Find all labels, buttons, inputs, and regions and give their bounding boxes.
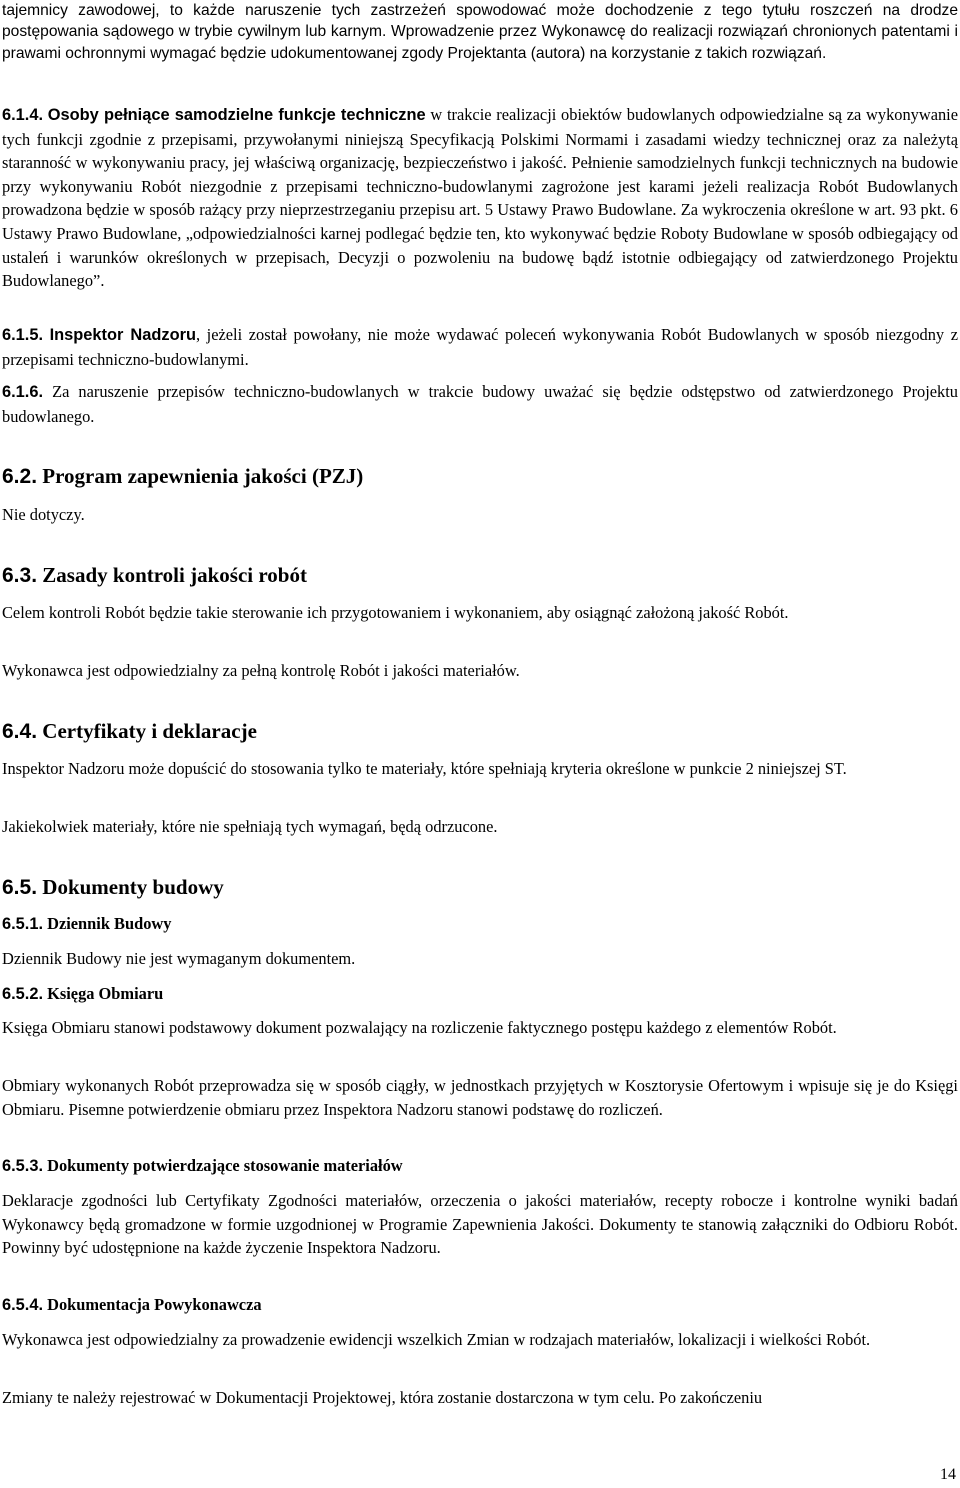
section-lead: Inspektor Nadzoru	[49, 326, 196, 344]
heading-title: Dziennik Budowy	[43, 914, 172, 933]
paragraph-text: Obmiary wykonanych Robót przeprowadza się w sposób ciągły, w jednostkach przyjętych w Kosztorysie Ofertowym i wpisuje się je do Księgi Obmiaru. Pisemne potwierdzenie obmiaru przez Inspektora Nadzoru stanowi podstawę do rozliczeń.	[2, 1076, 958, 1119]
paragraph-text: Nie dotyczy.	[2, 505, 85, 524]
heading-6-2	[2, 463, 958, 490]
section-text: Za naruszenie przepisów techniczno-budowlanych w trakcie budowy uważać się będzie odstępstwo od zatwierdzonego Projektu budowlanego.	[2, 382, 958, 426]
section-6-1-5	[2, 323, 958, 371]
paragraph-6-4-b	[2, 815, 958, 839]
heading-6-5-2	[2, 983, 958, 1005]
section-number: 6.1.6.	[2, 383, 44, 401]
paragraph-6-5-2-a	[2, 1016, 958, 1040]
paragraph-text: Jakiekolwiek materiały, które nie spełniają tych wymagań, będą odrzucone.	[2, 817, 498, 836]
heading-6-5-4	[2, 1294, 958, 1316]
paragraph-text: Inspektor Nadzoru może dopuścić do stosowania tylko te materiały, które spełniają kryteria określone w punkcie 2 niniejszej ST.	[2, 759, 847, 778]
paragraph-6-5-2-b	[2, 1074, 958, 1121]
section-lead: Osoby pełniące samodzielne funkcje techniczne	[47, 106, 426, 124]
section-6-1-6	[2, 380, 958, 428]
paragraph-text: Dziennik Budowy nie jest wymaganym dokumentem.	[2, 949, 356, 968]
paragraph-text: Wykonawca jest odpowiedzialny za prowadzenie ewidencji wszelkich Zmian w rodzajach materiałów, lokalizacji i wielkości Robót.	[2, 1330, 871, 1349]
heading-number: 6.5.1.	[2, 915, 44, 933]
section-text: w trakcie realizacji obiektów budowlanych odpowiedzialne są za wykonywanie tych funkcji zgodnie z przepisami, przywołanymi niniejszą Specyfikacją Polskimi Normami i zasadami wiedzy technicznej oraz za należytą staranność w wykonywaniu pracy, jej właściwą organizację, bezpieczeństwo i jakość. Pełnienie samodzielnych funkcji technicznych na budowie przy wykonywaniu Robót niezgodnie z przepisami techniczno-budowlanymi zagrożone jest karami jeżeli realizacja Robót Budowlanych prowadzona będzie w sposób rażący przy nieprzestrzeganiu przepisu art. 5 Ustawy Prawo Budowlane. Za wykroczenia określone w art. 93 pkt. 6 Ustawy Prawo Budowlane, „odpowiedzialności karnej podlegać będzie ten, kto wykonywać będzie Roboty Budowlane w sposób odbiegający od ustaleń i warunków określonych w przepisach, Decyzji o pozwoleniu na budowę bądź istotnie odbiegający od zatwierdzonego Projektu Budowlanego”.	[2, 105, 958, 291]
heading-6-5	[2, 874, 958, 901]
paragraph-6-4-a	[2, 757, 958, 781]
paragraph-intellectual-property	[2, 0, 958, 64]
heading-title: Certyfikaty i deklaracje	[37, 719, 257, 743]
section-number: 6.1.5.	[2, 326, 44, 344]
section-number: 6.1.4.	[2, 106, 44, 124]
section-text: , jeżeli został powołany, nie może wydawać poleceń wykonywania Robót Budowlanych w sposób niezgodny z przepisami techniczno-budowlanymi.	[2, 325, 958, 369]
paragraph-6-5-3	[2, 1189, 958, 1260]
page-number: 14	[940, 1466, 956, 1483]
heading-title: Księga Obmiaru	[43, 984, 164, 1003]
heading-number: 6.3.	[2, 564, 38, 587]
heading-title: Dokumenty budowy	[37, 875, 224, 899]
paragraph-6-5-4-a	[2, 1328, 958, 1352]
paragraph-text: tajemnicy zawodowej, to każde naruszenie tych zastrzeżeń spowodować może dochodzenie z tego tytułu roszczeń na drodze postępowania sądowego w trybie cywilnym lub karnym. Wprowadzenie przez Wykonawcę do realizacji rozwiązań chronionych patentami i prawami ochronnymi wymagać będzie udokumentowanej zgody Projektanta (autora) na korzystanie z takich rozwiązań.	[2, 2, 958, 62]
heading-title: Program zapewnienia jakości (PZJ)	[37, 464, 364, 488]
heading-number: 6.2.	[2, 465, 38, 488]
heading-number: 6.4.	[2, 720, 38, 743]
heading-title: Dokumenty potwierdzające stosowanie materiałów	[43, 1156, 403, 1175]
heading-title: Zasady kontroli jakości robót	[37, 563, 307, 587]
paragraph-6-3-b	[2, 659, 958, 683]
heading-number: 6.5.2.	[2, 985, 44, 1003]
heading-6-5-1	[2, 913, 958, 935]
paragraph-6-5-1	[2, 947, 958, 971]
heading-number: 6.5.3.	[2, 1157, 44, 1175]
heading-number: 6.5.4.	[2, 1296, 44, 1314]
paragraph-6-3-a	[2, 601, 958, 625]
paragraph-6-5-4-b	[2, 1386, 958, 1410]
paragraph-text: Deklaracje zgodności lub Certyfikaty Zgodności materiałów, orzeczenia o jakości materiałów, recepty robocze i kontrolne wyniki badań Wykonawcy będą gromadzone w formie uzgodnionej w Programie Zapewnienia Jakości. Dokumenty te stanowią załączniki do Odbioru Robót. Powinny być udostępnione na każde życzenie Inspektora Nadzoru.	[2, 1191, 958, 1258]
section-6-1-4	[2, 103, 958, 293]
paragraph-6-2	[2, 503, 958, 527]
heading-number: 6.5.	[2, 876, 38, 899]
heading-6-3	[2, 562, 958, 589]
paragraph-text: Wykonawca jest odpowiedzialny za pełną kontrolę Robót i jakości materiałów.	[2, 661, 520, 680]
heading-6-4	[2, 718, 958, 745]
paragraph-text: Celem kontroli Robót będzie takie sterowanie ich przygotowaniem i wykonaniem, aby osiągnąć założoną jakość Robót.	[2, 603, 789, 622]
paragraph-text: Zmiany te należy rejestrować w Dokumentacji Projektowej, która zostanie dostarczona w tym celu. Po zakończeniu	[2, 1388, 763, 1407]
paragraph-text: Księga Obmiaru stanowi podstawowy dokument pozwalający na rozliczenie faktycznego postępu każdego z elementów Robót.	[2, 1018, 837, 1037]
heading-title: Dokumentacja Powykonawcza	[43, 1295, 262, 1314]
heading-6-5-3	[2, 1155, 958, 1177]
